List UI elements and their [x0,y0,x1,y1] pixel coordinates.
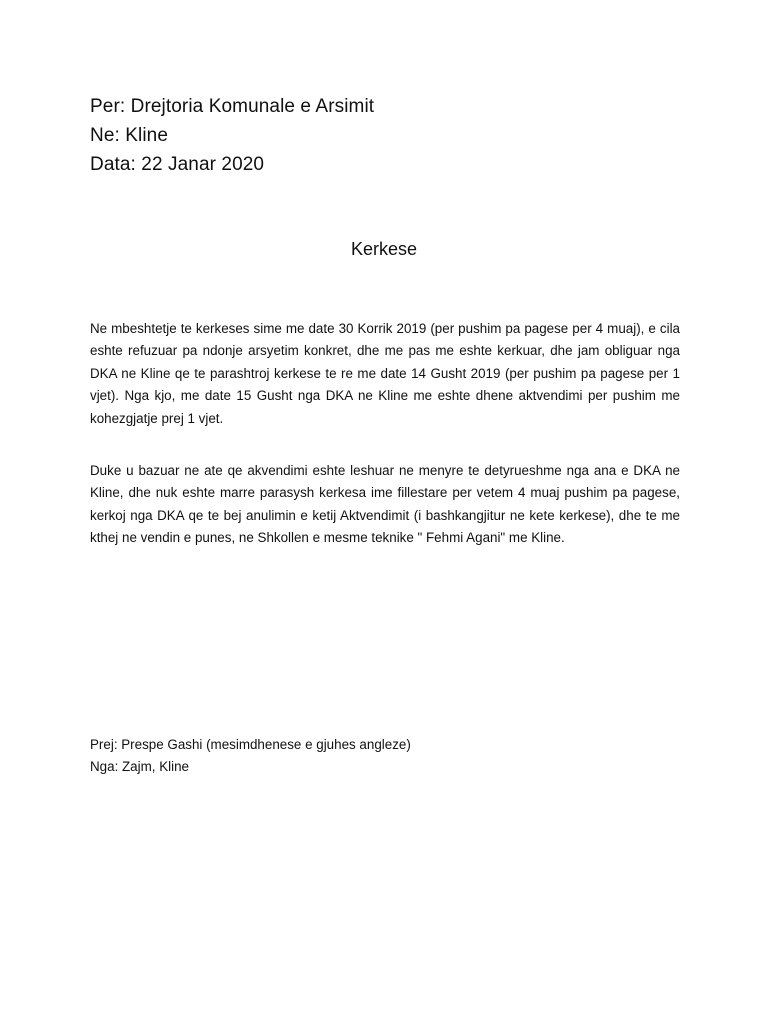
sender-line: Prej: Prespe Gashi (mesimdhenese e gjuhes angleze) [90,737,411,752]
body-paragraph-2: Duke u bazuar ne ate qe akvendimi eshte leshuar ne menyre te detyrueshme nga ana e DKA ne Kline, dhe nuk eshte marre parasysh kerkesa ime fillestare per vetem 4 muaj pushim pa pagese, kerkoj nga DKA qe te bej anulimin e ketij Aktvendimit (i bashkangjitur ne kete kerkese), dhe te me kthej ne vendin e punes, ne Shkollen e mesme teknike " Fehmi Agani" me Kline. [90,463,680,546]
place-line: Ne: Kline [90,125,168,146]
letter-header [90,92,374,179]
origin-line: Nga: Zajm, Kline [90,759,189,774]
recipient-line: Per: Drejtoria Komunale e Arsimit [90,96,375,117]
letter-title: Kerkese [350,239,418,259]
date-line: Data: 22 Janar 2020 [90,154,265,175]
letter-footer [90,734,411,778]
body-paragraph-1: Ne mbeshtetje te kerkeses sime me date 30 Korrik 2019 (per pushim pa pagese per 4 muaj), e cila eshte refuzuar pa ndonje arsyetim konkret, dhe me pas me eshte kerkuar, dhe jam obliguar nga DKA ne Kline qe te parashtroj kerkese te re me date 14 Gusht 2019 (per pushim pa pagese per 1 vjet). Nga kjo, me date 15 Gusht nga DKA ne Kline me eshte dhene aktvendimi per pushim me kohezgjatje prej 1 vjet. [90,321,680,426]
